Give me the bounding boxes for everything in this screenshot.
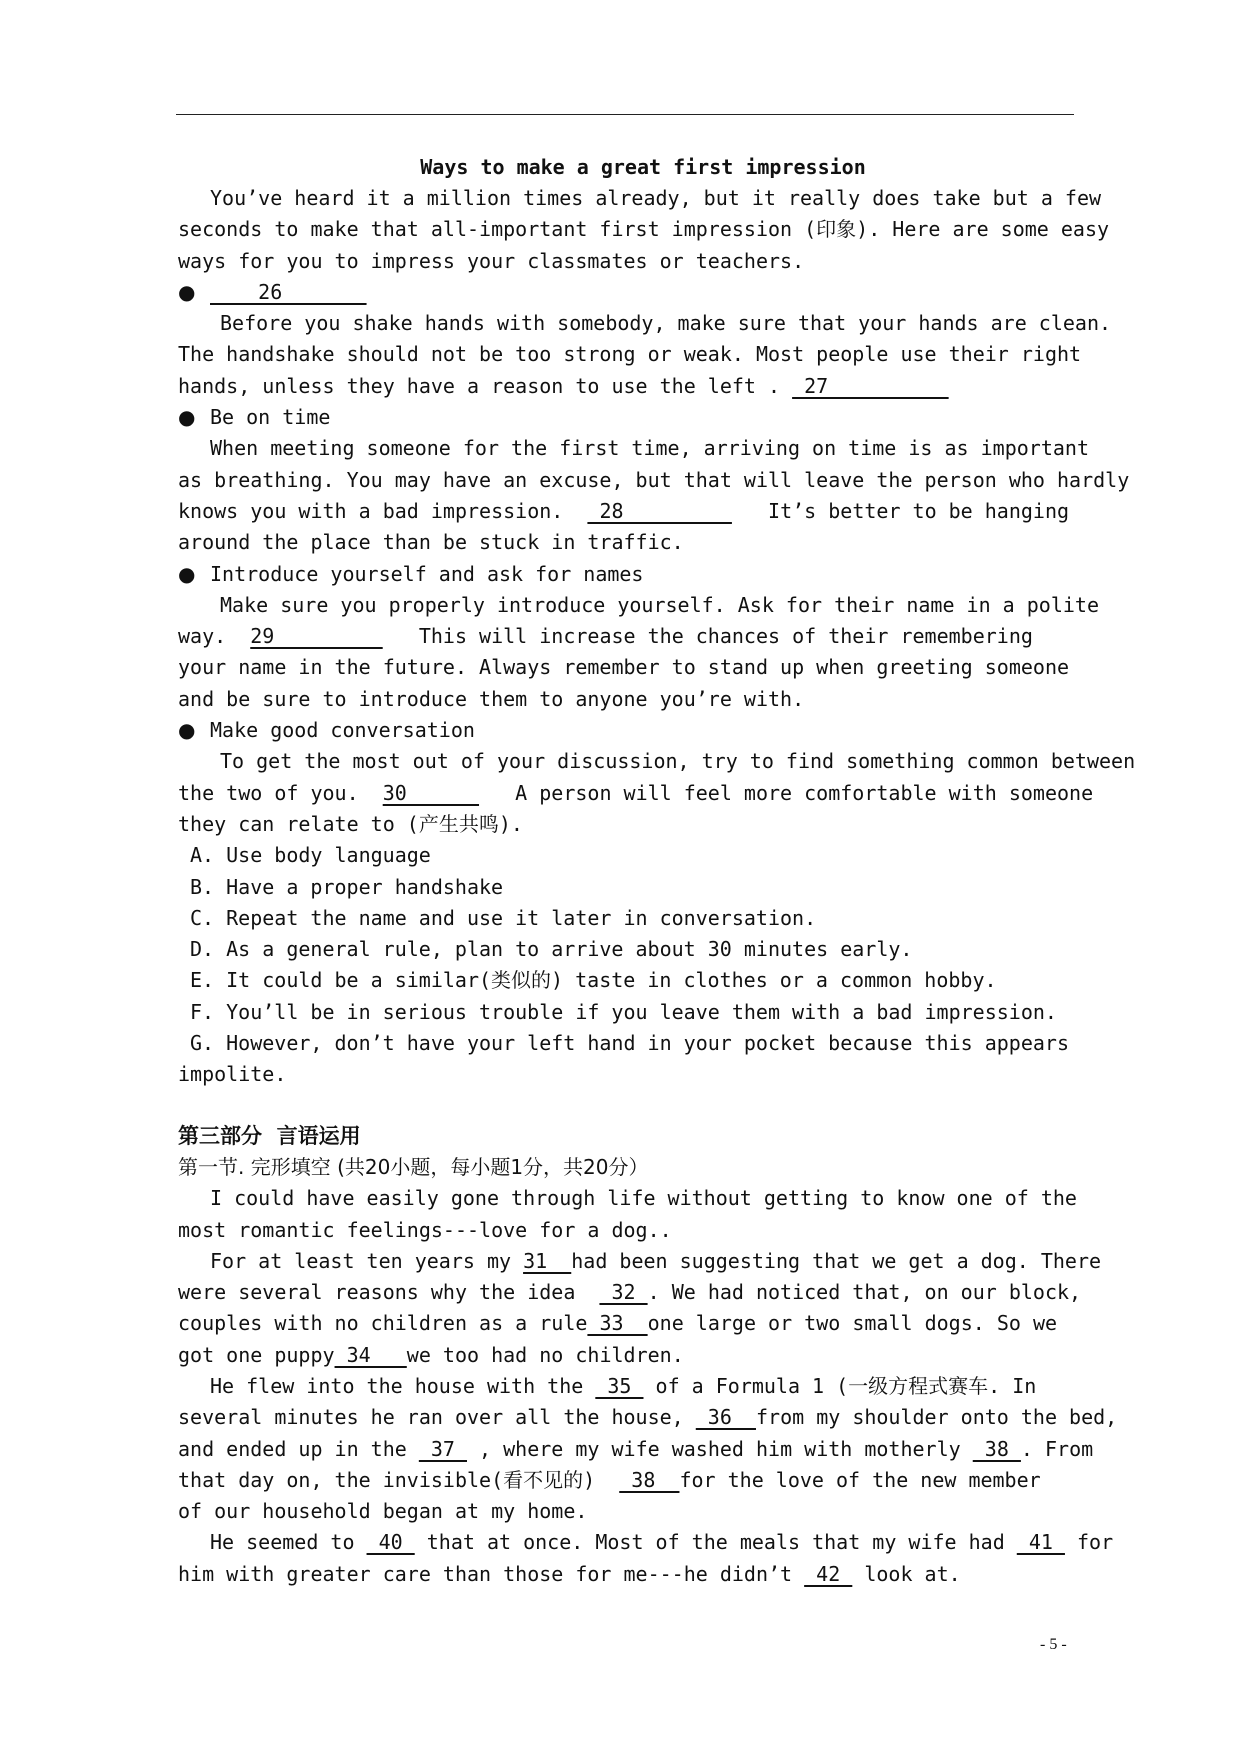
text-run: and ended up in the: [178, 1436, 419, 1461]
blank-27[interactable]: 27: [792, 373, 949, 398]
option-d: D. As a general rule, plan to arrive about 30 minutes early.: [190, 937, 913, 962]
cloze-line: [178, 1527, 1138, 1558]
cloze-line: [178, 1402, 1138, 1433]
text-run: It’s better to be hanging: [731, 498, 1070, 523]
heading-text: Be on time: [210, 405, 331, 430]
blank-41[interactable]: 41: [1016, 1530, 1065, 1555]
blank-36[interactable]: 36: [695, 1405, 756, 1430]
text-run: him with greater care than those for me---he didn’t: [178, 1561, 805, 1586]
option-e: E. It could be a similar(类似的) taste in clothes or a common hobby.: [190, 968, 997, 993]
text-run: . From: [1020, 1436, 1094, 1461]
blank-37[interactable]: 37: [418, 1436, 467, 1461]
intro-line: seconds to make that all-important first impression (印象). Here are some easy: [178, 217, 1110, 242]
cloze-line: most romantic feelings---love for a dog..: [178, 1217, 672, 1242]
cloze-line: [178, 1434, 1138, 1465]
text-run: from my shoulder onto the bed,: [755, 1405, 1118, 1430]
text-run: we too had no children.: [406, 1342, 684, 1367]
paragraph-line: [178, 778, 1138, 809]
text-run: were several reasons why the idea: [178, 1280, 600, 1305]
cloze-line: I could have easily gone through life without getting to know one of the: [210, 1186, 1077, 1211]
bullet-icon: ●: [178, 718, 196, 743]
header-rule: [176, 114, 1074, 115]
option-c: C. Repeat the name and use it later in conversation.: [190, 905, 817, 930]
cloze-line: [178, 1371, 1138, 1402]
text-run: for: [1064, 1530, 1114, 1555]
blank-32[interactable]: 32: [599, 1280, 648, 1305]
paragraph-line: Before you shake hands with somebody, make sure that your hands are clean.: [220, 311, 1112, 336]
heading-text: Make good conversation: [210, 718, 475, 743]
text-run: He seemed to: [210, 1530, 367, 1555]
paragraph-line: To get the most out of your discussion, try to find something common between: [220, 749, 1136, 774]
blank-29[interactable]: 29: [250, 624, 383, 649]
blank-38[interactable]: 38: [972, 1436, 1021, 1461]
paragraph-line: as breathing. You may have an excuse, but that will leave the person who hardly: [178, 467, 1130, 492]
blank-28[interactable]: 28: [587, 498, 732, 523]
option-g-continued: impolite.: [178, 1062, 287, 1087]
cloze-line: of our household began at my home.: [178, 1499, 588, 1524]
bullet-icon: ●: [178, 279, 196, 304]
cloze-line: [178, 1308, 1138, 1339]
passage-title: Ways to make a great first impression: [420, 155, 866, 179]
paragraph-line: Make sure you properly introduce yourself. Ask for their name in a polite: [220, 592, 1099, 617]
heading-26: [178, 277, 1138, 308]
blank-35[interactable]: 35: [595, 1373, 644, 1398]
heading-text: Introduce yourself and ask for names: [210, 561, 644, 586]
paragraph-line: around the place than be stuck in traffic.: [178, 530, 684, 555]
blank-40[interactable]: 40: [366, 1530, 415, 1555]
text-run: got one puppy: [178, 1342, 335, 1367]
paragraph-line: and be sure to introduce them to anyone you’re with.: [178, 686, 805, 711]
intro-line: ways for you to impress your classmates or teachers.: [178, 248, 805, 273]
cloze-line: [178, 1465, 1138, 1496]
blank-33[interactable]: 33: [587, 1311, 648, 1336]
text-run: for the love of the new member: [679, 1467, 1041, 1492]
cloze-line: [178, 1340, 1138, 1371]
paragraph-line: [178, 621, 1138, 652]
option-b: B. Have a proper handshake: [190, 874, 504, 899]
text-run: the two of you.: [178, 780, 383, 805]
blank-30[interactable]: 30: [382, 780, 480, 805]
text-run: For at least ten years my: [210, 1248, 524, 1273]
blank-31[interactable]: 31: [523, 1248, 572, 1273]
text-run: hands, unless they have a reason to use the left .: [178, 373, 793, 398]
blank-42[interactable]: 42: [804, 1561, 853, 1586]
option-a: A. Use body language: [190, 843, 431, 868]
text-run: This will increase the chances of their remembering: [382, 624, 1033, 649]
heading-introduce-yourself: [178, 559, 1138, 590]
text-run: A person will feel more comfortable with someone: [479, 780, 1094, 805]
text-run: one large or two small dogs. So we: [647, 1311, 1058, 1336]
cloze-line: [178, 1246, 1138, 1277]
text-run: He flew into the house with the: [210, 1373, 596, 1398]
text-run: several minutes he ran over all the house,: [178, 1405, 696, 1430]
part-heading: 第三部分 言语运用: [178, 1123, 361, 1148]
text-run: , where my wife washed him with motherly: [467, 1436, 973, 1461]
text-run: knows you with a bad impression.: [178, 498, 588, 523]
text-run: that at once. Most of the meals that my wife had: [414, 1530, 1017, 1555]
option-g: G. However, don’t have your left hand in your pocket because this appears: [190, 1031, 1069, 1056]
text-run: of a Formula 1 (一级方程式赛车. In: [643, 1373, 1037, 1398]
text-run: look at.: [852, 1561, 961, 1586]
bullet-icon: ●: [178, 405, 196, 430]
option-f: F. You’ll be in serious trouble if you leave them with a bad impression.: [190, 999, 1057, 1024]
paragraph-line: your name in the future. Always remember to stand up when greeting someone: [178, 655, 1070, 680]
heading-be-on-time: [178, 402, 1138, 433]
bullet-icon: ●: [178, 561, 196, 586]
paragraph-line: [178, 496, 1138, 527]
text-run: had been suggesting that we get a dog. There: [571, 1248, 1102, 1273]
paragraph-line: [178, 371, 1138, 402]
text-run: that day on, the invisible(看不见的): [178, 1467, 620, 1492]
blank-38-second[interactable]: 38: [619, 1467, 680, 1492]
cloze-line: [178, 1559, 1138, 1590]
cloze-line: [178, 1277, 1138, 1308]
section-heading: 第一节. 完形填空 (共20小题，每小题1分，共20分）: [178, 1154, 649, 1179]
page-number: - 5 -: [1040, 1636, 1067, 1653]
paragraph-line: The handshake should not be too strong or weak. Most people use their right: [178, 342, 1082, 367]
blank-26[interactable]: 26_______: [210, 279, 367, 304]
text-run: way.: [178, 624, 251, 649]
text-run: . We had noticed that, on our block,: [647, 1280, 1082, 1305]
text-run: couples with no children as a rule: [178, 1311, 588, 1336]
intro-line: You’ve heard it a million times already, but it really does take but a few: [210, 186, 1102, 210]
paragraph-line: they can relate to (产生共鸣).: [178, 811, 523, 836]
blank-34[interactable]: 34: [334, 1342, 407, 1367]
page-content: [178, 152, 1138, 1590]
paragraph-line: When meeting someone for the first time, arriving on time is as important: [210, 436, 1089, 461]
heading-conversation: [178, 715, 1138, 746]
